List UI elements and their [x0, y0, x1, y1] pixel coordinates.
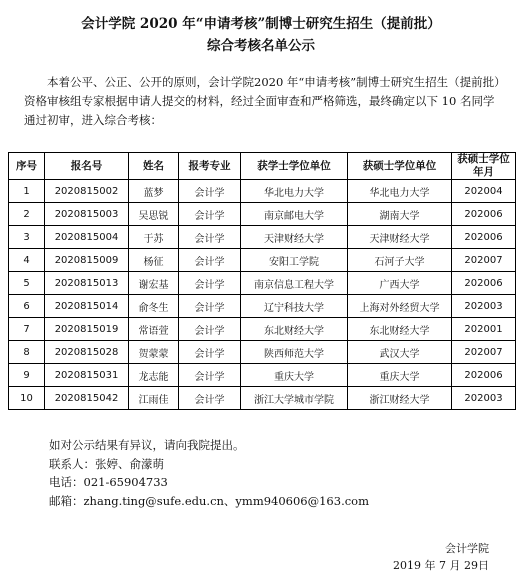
table-cell: 武汉大学	[348, 341, 452, 364]
intro-paragraph: 本着公平、公正、公开的原则，会计学院2020 年“申请考核”制博士研究生招生（提前批）资格审核组专家根据申请人提交的材料，经过全面审查和严格筛选，最终确定以下 10 名同学通过初审，进入综合考核：	[24, 75, 500, 127]
table-cell: 杨征	[129, 249, 179, 272]
contact-email: 邮箱：zhang.ting@sufe.edu.cn、ymm940606@163.com	[49, 493, 369, 508]
table-cell: 2020815031	[45, 364, 129, 387]
table-cell: 南京信息工程大学	[241, 272, 348, 295]
column-header: 获硕士学位单位	[348, 153, 452, 180]
table-cell: 蓝梦	[129, 180, 179, 203]
table-cell: 华北电力大学	[348, 180, 452, 203]
table-cell: 1	[9, 180, 45, 203]
table-body	[9, 180, 516, 410]
table-cell: 2020815002	[45, 180, 129, 203]
table-cell: 吴思锐	[129, 203, 179, 226]
table-cell: 202001	[452, 318, 516, 341]
table-cell: 202006	[452, 272, 516, 295]
table-cell: 202006	[452, 226, 516, 249]
table-cell: 谢宏基	[129, 272, 179, 295]
table-row	[9, 203, 516, 226]
table-cell: 202004	[452, 180, 516, 203]
column-header: 序号	[9, 153, 45, 180]
table-cell: 龙志能	[129, 364, 179, 387]
table-cell: 2020815019	[45, 318, 129, 341]
table-cell: 2020815014	[45, 295, 129, 318]
table-cell: 6	[9, 295, 45, 318]
table-cell: 202006	[452, 364, 516, 387]
table-cell: 202003	[452, 387, 516, 410]
table-cell: 会计学	[179, 341, 241, 364]
table-cell: 2020815028	[45, 341, 129, 364]
contact-phone: 电话：021-65904733	[49, 475, 168, 489]
table-cell: 会计学	[179, 203, 241, 226]
table-cell: 于苏	[129, 226, 179, 249]
table-cell: 会计学	[179, 180, 241, 203]
table-row	[9, 249, 516, 272]
table-cell: 广西大学	[348, 272, 452, 295]
table-cell: 上海对外经贸大学	[348, 295, 452, 318]
table-cell: 南京邮电大学	[241, 203, 348, 226]
column-header: 获硕士学位年月	[452, 153, 516, 180]
column-header: 报考专业	[179, 153, 241, 180]
table-cell: 会计学	[179, 387, 241, 410]
table-cell: 会计学	[179, 295, 241, 318]
table-cell: 9	[9, 364, 45, 387]
table-cell: 会计学	[179, 226, 241, 249]
table-cell: 会计学	[179, 249, 241, 272]
table-cell: 会计学	[179, 318, 241, 341]
table-cell: 7	[9, 318, 45, 341]
signature-block	[393, 540, 489, 574]
table-row	[9, 318, 516, 341]
table-cell: 会计学	[179, 364, 241, 387]
contact-block	[49, 436, 369, 510]
table-cell: 5	[9, 272, 45, 295]
table-row	[9, 226, 516, 249]
table-cell: 湖南大学	[348, 203, 452, 226]
table-cell: 会计学	[179, 272, 241, 295]
table-cell: 4	[9, 249, 45, 272]
table-cell: 浙江财经大学	[348, 387, 452, 410]
table-cell: 2020815013	[45, 272, 129, 295]
table-row	[9, 272, 516, 295]
table-cell: 江雨佳	[129, 387, 179, 410]
table-cell: 石河子大学	[348, 249, 452, 272]
table-cell: 202007	[452, 249, 516, 272]
table-cell: 2020815004	[45, 226, 129, 249]
table-cell: 陕西师范大学	[241, 341, 348, 364]
candidate-table	[8, 152, 516, 410]
table-cell: 3	[9, 226, 45, 249]
table-cell: 202003	[452, 295, 516, 318]
document-title: 会计学院 2020 年“申请考核”制博士研究生招生（提前批）	[81, 16, 441, 32]
table-cell: 东北财经大学	[241, 318, 348, 341]
table-cell: 天津财经大学	[241, 226, 348, 249]
table-cell: 202006	[452, 203, 516, 226]
table-row	[9, 180, 516, 203]
document-subtitle: 综合考核名单公示	[207, 38, 315, 54]
table-row	[9, 295, 516, 318]
table-row	[9, 364, 516, 387]
table-cell: 2020815042	[45, 387, 129, 410]
table-cell: 浙江大学城市学院	[241, 387, 348, 410]
objection-note: 如对公示结果有异议，请向我院提出。	[49, 438, 245, 452]
table-cell: 重庆大学	[348, 364, 452, 387]
table-cell: 贺蒙蒙	[129, 341, 179, 364]
signature-date: 2019 年 7 月 29日	[393, 559, 489, 572]
table-cell: 天津财经大学	[348, 226, 452, 249]
table-cell: 东北财经大学	[348, 318, 452, 341]
table-cell: 2	[9, 203, 45, 226]
table-cell: 202007	[452, 341, 516, 364]
table-cell: 2020815003	[45, 203, 129, 226]
column-header: 姓名	[129, 153, 179, 180]
table-cell: 8	[9, 341, 45, 364]
table-header-row	[9, 153, 516, 180]
table-cell: 安阳工学院	[241, 249, 348, 272]
table-cell: 2020815009	[45, 249, 129, 272]
table-cell: 华北电力大学	[241, 180, 348, 203]
column-header: 报名号	[45, 153, 129, 180]
signature-org: 会计学院	[445, 542, 489, 555]
table-cell: 辽宁科技大学	[241, 295, 348, 318]
column-header: 获学士学位单位	[241, 153, 348, 180]
table-cell: 10	[9, 387, 45, 410]
table-cell: 俞冬生	[129, 295, 179, 318]
contact-person: 联系人：张婷、俞濛萌	[49, 456, 164, 471]
table-row	[9, 341, 516, 364]
table-cell: 常语萱	[129, 318, 179, 341]
table-row	[9, 387, 516, 410]
table-cell: 重庆大学	[241, 364, 348, 387]
